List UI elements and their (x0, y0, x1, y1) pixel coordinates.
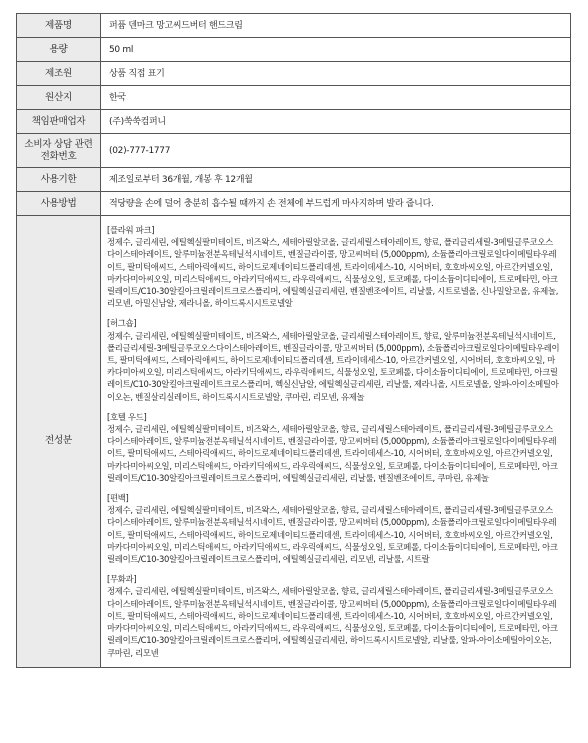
label-ingredients: 전성분 (17, 216, 101, 668)
value-ingredients (101, 216, 571, 668)
label-manufacturer: 제조원 (17, 62, 101, 86)
row-consumer-phone (17, 134, 571, 168)
product-info-table (16, 13, 571, 668)
value-consumer-phone: (02)-777-1777 (101, 134, 571, 168)
label-product-name: 제품명 (17, 14, 101, 38)
row-distributor (17, 110, 571, 134)
ingredient-section-text: 정제수, 글리세린, 에틸헥실팔미테이트, 비즈왁스, 세테아릴알코올, 향료, 글리세릴스테아레이트, 폴리글리세릴-3메틸글루코오스다이스테아레이트, 알루미늄전분옥테닐석시네이트, 벤질글라이콜, 망고씨버터 (5,000ppm), 소듐폴리아크릴로일다이메틸타우레이트, 팔미틱애씨드, 스테아릭애씨드, 하이드로제네이티드폴리데센, 트라이데세스-10, 시어버터, 호호바씨오일, 아르간커넬오일, 마카다미아씨오일, 미리스틱애씨드, 아라키딕애씨드, 라우릭애씨드, 식물성오일, 토코페롤, 다이소듐이디티에이, 트로메타민, 아크릴레이트/C10-30알킬아크릴레이트크로스폴리머, 에틸헥실글리세린, 하이드록시시트로넬알, 리날룰, 알파-아이소메틸아이오논, 쿠마린, 리모넨 (107, 586, 558, 658)
label-distributor: 책임판매업자 (17, 110, 101, 134)
row-usage (17, 192, 571, 216)
ingredient-section (107, 573, 560, 658)
value-product-name: 퍼퓸 덴마크 망고씨드버터 핸드크림 (101, 14, 571, 38)
value-usage: 적당량을 손에 덜어 충분히 흡수될 때까지 손 전체에 부드럽게 마사지하며 발라 줍니다. (101, 192, 571, 216)
row-manufacturer (17, 62, 571, 86)
row-product-name (17, 14, 571, 38)
value-origin: 한국 (101, 86, 571, 110)
ingredient-section (107, 224, 560, 309)
row-volume (17, 38, 571, 62)
value-expiry: 제조일로부터 36개월, 개봉 후 12개월 (101, 168, 571, 192)
ingredient-section-text: 정제수, 글리세린, 에틸헥실팔미테이트, 비즈왁스, 세테아릴알코올, 글리세릴스테아레이트, 향료, 알루미늄전분옥테닐석시네이트, 폴리글리세릴-3메틸글루코오스다이스테아레이트, 벤질글라이콜, 망고씨버터 (5,000ppm), 소듐폴리아크릴로일다이메틸타우레이트, 팔미틱애씨드, 스테아릭애씨드, 하이드로제네이티드폴리데센, 트라이데세스-10, 아르간커넬오일, 시어버터, 호호바씨오일, 마카다미아씨오일, 미리스틱애씨드, 아라키딕애씨드, 라우릭애씨드, 식물성오일, 토코페롤, 다이소듐이디티에이, 트로메타민, 아크릴레이트/C10-30알킬아크릴레이트크로스폴리머, 헥실신남알, 에틸헥실글리세린, 리날룰, 제라니올, 시트로넬올, 알파-아이소메틸아이오논, 벤질살리실레이트, 하이드록시시트로넬알, 쿠마린, 리모넨, 유제놀 (107, 330, 560, 402)
label-expiry: 사용기한 (17, 168, 101, 192)
ingredient-section-text: 정제수, 글리세린, 에틸헥실팔미테이트, 비즈왁스, 세테아릴알코올, 향료, 글리세릴스테아레이트, 폴리글리세릴-3메틸글루코오스다이스테아레이트, 알루미늄전분옥테닐석시네이트, 벤질글라이콜, 망고씨버터 (5,000ppm), 소듐폴리아크릴로일다이메틸타우레이트, 팔미틱애씨드, 스테아릭애씨드, 하이드로제네이티드폴리데센, 트라이데세스-10, 시어버터, 호호바씨오일, 아르간커넬오일, 마카다미아씨오일, 미리스틱애씨드, 아라키딕애씨드, 라우릭애씨드, 식물성오일, 토코페롤, 다이소듐이디티에이, 트로메타민, 아크릴레이트/C10-30알킬아크릴레이트크로스폴리머, 에틸헥실글리세린, 리날룰, 벤질벤조에이트, 쿠마린, 유제놀 (107, 424, 558, 483)
ingredient-section (107, 492, 560, 565)
label-usage: 사용방법 (17, 192, 101, 216)
row-ingredients (17, 216, 571, 668)
value-manufacturer: 상품 직접 표기 (101, 62, 571, 86)
ingredient-section-title: [호텔 우드] (107, 411, 147, 422)
value-distributor: (주)쑥쑥컴퍼니 (101, 110, 571, 134)
label-consumer-phone: 소비자 상담 관련 전화번호 (17, 134, 101, 168)
row-origin (17, 86, 571, 110)
value-volume: 50 ml (101, 38, 571, 62)
ingredient-section-title: [플라워 파크] (107, 225, 155, 235)
label-origin: 원산지 (17, 86, 101, 110)
row-expiry (17, 168, 571, 192)
ingredient-section-title: [허그숍] (107, 318, 137, 329)
ingredient-section-text: 정제수, 글리세린, 에틸헥실팔미테이트, 비즈왁스, 세테아릴알코올, 향료, 글리세릴스테아레이트, 폴리글리세릴-3메틸글루코오스다이스테아레이트, 알루미늄전분옥테닐석시네이트, 벤질글라이콜, 망고씨버터 (5,000ppm), 소듐폴리아크릴로일다이메틸타우레이트, 팔미틱애씨드, 스테아릭애씨드, 하이드로제네이티드폴리데센, 트라이데세스-10, 시어버터, 호호바씨오일, 아르간커넬오일, 마카다미아씨오일, 미리스틱애씨드, 아라키딕애씨드, 라우릭애씨드, 식물성오일, 토코페롤, 다이소듐이디티에이, 트로메타민, 아크릴레이트/C10-30알킬아크릴레이트크로스폴리머, 에틸헥실글리세린, 리모넨, 리날룰, 시트랄 (107, 505, 558, 565)
ingredient-section-title: [편백] (107, 493, 129, 504)
ingredient-section-title: [무화과] (107, 574, 137, 585)
ingredient-section-text: 정제수, 글리세린, 에틸헥실팔미테이트, 비즈왁스, 세테아릴알코올, 글리세릴스테아레이트, 향료, 폴리글리세릴-3메틸글루코오스다이스테아레이트, 알루미늄전분옥테닐석시네이트, 벤질글라이콜, 망고씨버터 (5,000ppm), 소듐폴리아크릴로일다이메틸타우레이트, 팔미틱애씨드, 스테아릭애씨드, 하이드로제네이티드폴리데센, 트라이데세스-10, 시어버터, 호호바씨오일, 아르간커넬오일, 마카다미아씨오일, 미리스틱애씨드, 아라키딕애씨드, 라우릭애씨드, 식물성오일, 토코페롤, 다이소듐이디티에이, 트로메타민, 아크릴레이트/C10-30알킬아크릴레이트크로스폴리머, 에틸헥실글리세린, 벤질벤조에이트, 리날룰, 시트로넬올, 신나밀알코올, 유제놀, 리모넨, 아밀신남알, 제라니올, 하이드록시시트로넬알 (107, 237, 559, 309)
ingredient-section (107, 317, 560, 402)
label-volume: 용량 (17, 38, 101, 62)
ingredient-section (107, 411, 560, 484)
